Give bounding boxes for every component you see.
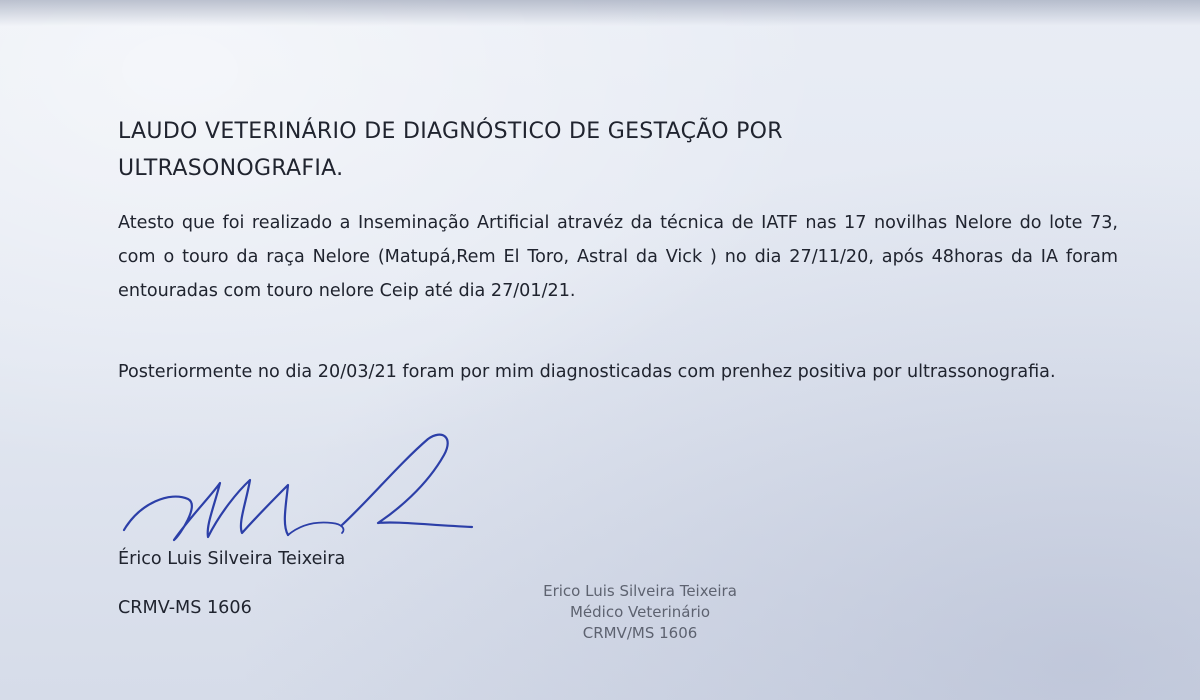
page-shadow	[0, 0, 1200, 26]
veterinarian-stamp	[480, 581, 800, 644]
diagnosis-paragraph: Posteriormente no dia 20/03/21 foram por mim diagnosticadas com prenhez positiva por ultrassonografia.	[118, 362, 1056, 382]
signer-crmv: CRMV-MS 1606	[118, 598, 252, 618]
title-line-2: ULTRASONOGRAFIA.	[118, 156, 344, 181]
document-title	[118, 113, 1018, 187]
handwritten-signature	[110, 425, 490, 560]
title-line-1: LAUDO VETERINÁRIO DE DIAGNÓSTICO DE GESTAÇÃO POR	[118, 119, 783, 144]
signer-name: Érico Luis Silveira Teixeira	[118, 549, 346, 569]
signature-stroke-main	[124, 480, 288, 540]
signature-stroke-tail	[288, 523, 344, 536]
stamp-title: Médico Veterinário	[569, 603, 711, 621]
stamp-crmv: CRMV/MS 1606	[582, 624, 698, 642]
stamp-name: Erico Luis Silveira Teixeira	[543, 582, 737, 600]
attestation-paragraph: Atesto que foi realizado a Inseminação Artificial atravéz da técnica de IATF nas 17 novilhas Nelore do lote 73, com o touro da raça Nelore (Matupá,Rem El Toro, Astral da Vick ) no dia 27/11/20, após 48horas da IA foram entouradas com touro nelore Ceip até dia 27/01/21.	[118, 213, 1118, 301]
signature-stroke-loop	[342, 435, 472, 527]
